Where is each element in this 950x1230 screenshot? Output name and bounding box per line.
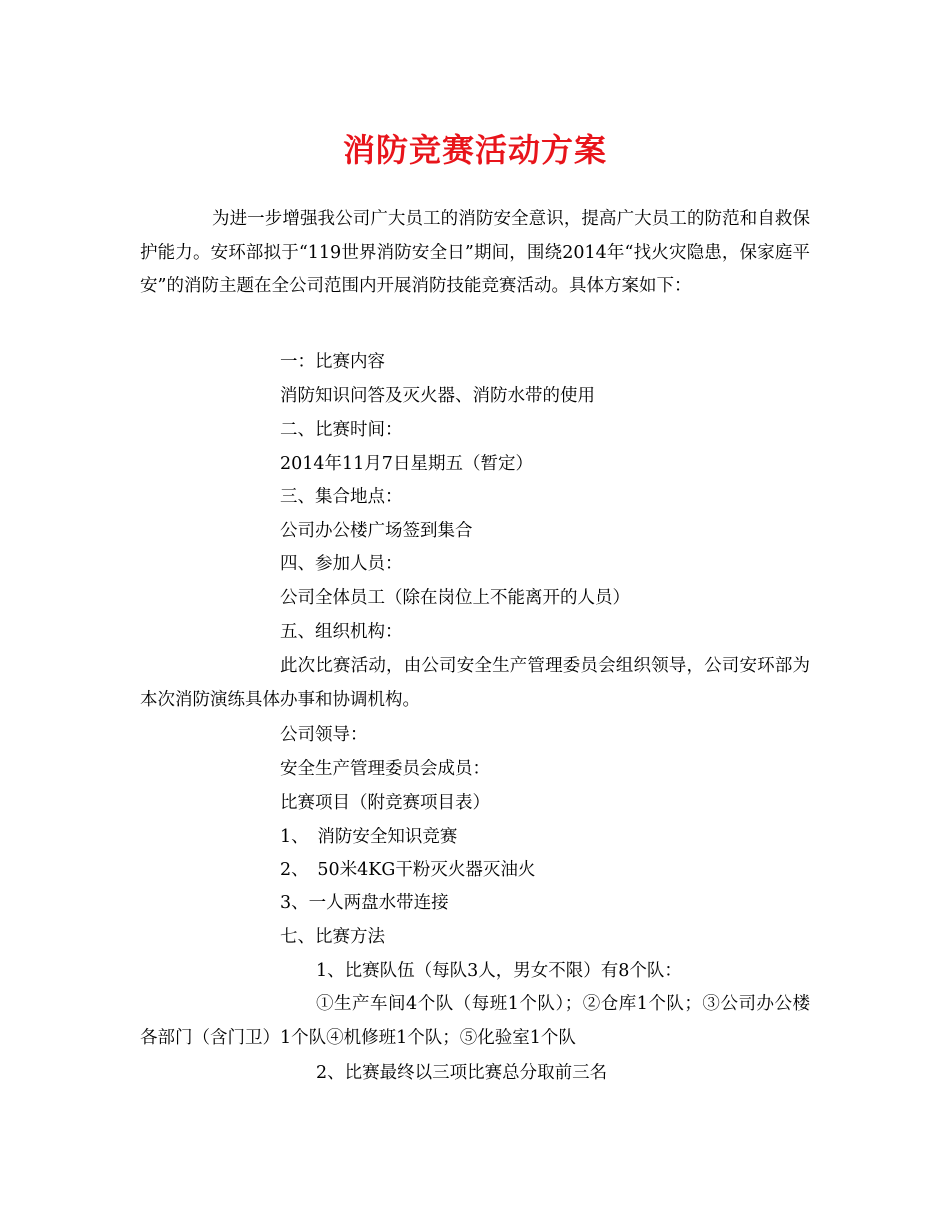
- section-2-heading: 二、比赛时间：: [280, 420, 403, 440]
- section-1-body: 消防知识问答及灭火器、消防水带的使用: [280, 386, 595, 406]
- company-leaders-label: 公司领导：: [280, 725, 368, 745]
- section-1-heading: 一：比赛内容: [280, 352, 385, 372]
- method-2: 2、比赛最终以三项比赛总分取前三名: [316, 1063, 608, 1083]
- method-1: 1、比赛队伍（每队3人，男女不限）有8个队：: [316, 961, 682, 981]
- item-2: 2、 50米4KG干粉灭火器灭油火: [280, 860, 536, 880]
- section-5-body: 此次比赛活动，由公司安全生产管理委员会组织领导，公司安环部为本次消防演练具体办事和协调机构。: [140, 656, 810, 710]
- items-heading: 比赛项目（附竞赛项目表）: [280, 793, 490, 813]
- item-3: 3、一人两盘水带连接: [280, 893, 449, 913]
- method-1-detail: ①生产车间4个队（每班1个队）；②仓库1个队；③公司办公楼各部门（含门卫）1个队④机修班1个队；⑤化验室1个队: [140, 994, 810, 1048]
- section-7-heading: 七、比赛方法: [280, 927, 385, 947]
- item-1: 1、 消防安全知识竞赛: [280, 827, 458, 847]
- section-4-heading: 四、参加人员：: [280, 554, 403, 574]
- intro-paragraph: 为进一步增强我公司广大员工的消防安全意识，提高广大员工的防范和自救保护能力。安环部拟于“119世界消防安全日”期间，围绕2014年“找火灾隐患，保家庭平安”的消防主题在全公司范围内开展消防技能竞赛活动。具体方案如下：: [140, 209, 810, 296]
- committee-members-label: 安全生产管理委员会成员：: [280, 759, 490, 779]
- section-2-body: 2014年11月7日星期五（暂定）: [280, 454, 533, 474]
- document-title: 消防竞赛活动方案: [342, 131, 607, 169]
- section-4-body: 公司全体员工（除在岗位上不能离开的人员）: [280, 588, 630, 608]
- section-3-body: 公司办公楼广场签到集合: [280, 521, 473, 541]
- section-3-heading: 三、集合地点：: [280, 487, 403, 507]
- section-5-heading: 五、组织机构：: [280, 622, 403, 642]
